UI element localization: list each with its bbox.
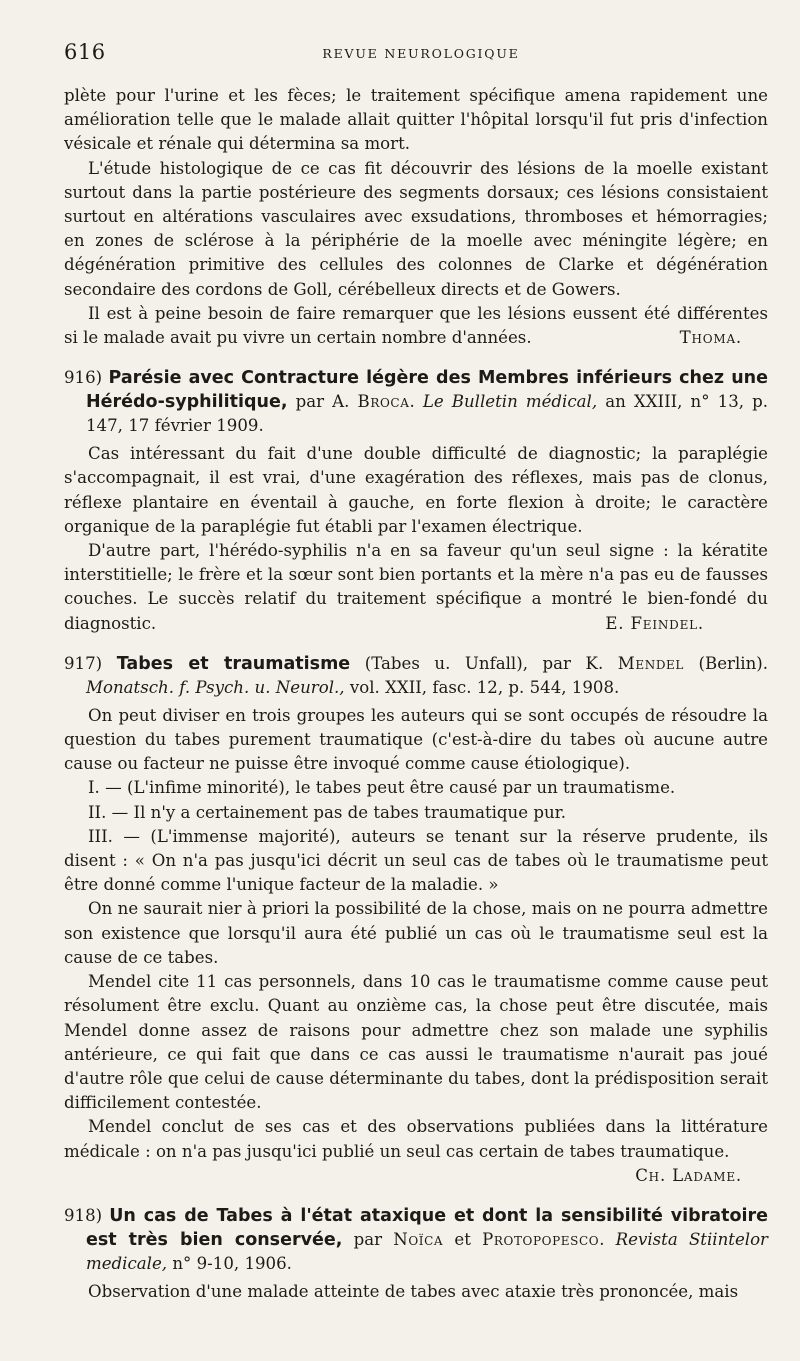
journal-name: Monatsch. f. Psych. u. Neurol., — [86, 677, 345, 697]
paragraph-text: Il est à peine besoin de faire remarquer que les lésions eussent été différentes si le malade avait pu vivre un certain nombre d'années. — [64, 303, 768, 348]
par-text: par — [353, 1229, 383, 1249]
citation: an XXIII, n° 13, p. 147, 17 février 1909. — [86, 392, 769, 436]
entry-heading: Parésie avec Contracture légère des Membres inférieurs chez une Hérédo-syphilitique, — [86, 368, 768, 413]
entry-number: 916) — [64, 368, 103, 388]
paragraph: L'étude histologique de ce cas fit découvrir des lésions de la moelle existant surtout dans la partie postérieure des segments dorsaux; ces lésions consistaient surtout en altérations vasculaires avec exsudations, thromboses et hémorragies; en zones de sclérose à la périphérie de la moelle avec méningite légère; en dégénération primitive des cellules des colonnes de Clarke et dégénération secondaire des cordons de Goll, cérébelleux directs et de Gowers. — [64, 158, 768, 299]
author-name-2: Protopopesco — [482, 1229, 600, 1249]
paragraph: Cas intéressant du fait d'une double difficulté de diagnostic; la paraplégie s'accompagnait, il est vrai, d'une exagération des réflexes, mais pas de clonus, réflexe plantaire en éventail à gauche, en forte flexion à droite; le caractère organique de la paraplégie fut établi par l'examen électrique. — [64, 444, 768, 536]
group-3: III. — (L'immense majorité), auteurs se tenant sur la réserve prudente, ils disent : « On n'a pas jusqu'ici décrit un seul cas de tabes où le traumatisme peut être donné comme l'unique facteur de la maladie. » — [64, 826, 768, 895]
subtitle: (Tabes u. Unfall), par — [364, 653, 571, 673]
running-title: REVUE NEUROLOGIQUE — [322, 46, 520, 61]
entry-917-title — [64, 652, 768, 700]
author-name: Broca — [357, 392, 410, 412]
paragraph: plète pour l'urine et les fèces; le traitement spécifique amena rapidement une amélioration telle que le malade allait quitter l'hôpital lorsqu'il fut pris d'infection vésicale et rénale qui détermina sa mort. — [64, 86, 768, 154]
entry-number: 917) — [64, 653, 103, 673]
paragraph-text: D'autre part, l'hérédo-syphilis n'a en sa faveur qu'un seul signe : la kératite interstitielle; le frère et la sœur sont bien portants et la mère n'a pas eu de fausses couches. Le succès relatif du traitement spécifique a montré le bien-fondé du diagnostic. — [64, 541, 768, 633]
author-initial: K. — [585, 653, 604, 673]
paragraph: On ne saurait nier à priori la possibilité de la chose, mais on ne pourra admettre son existence que lorsqu'il aura été publié un cas où le traumatisme seul est la cause de ce tabes. — [64, 899, 768, 967]
et-text: et — [454, 1229, 471, 1249]
author-name-1: Noïca — [393, 1229, 444, 1249]
author-name: Mendel — [617, 653, 684, 673]
paragraph: Observation d'une malade atteinte de tabes avec ataxie très prononcée, mais — [88, 1281, 739, 1301]
signature-feindel: E. Feindel. — [605, 613, 704, 633]
page-number: 616 — [64, 40, 106, 64]
group-1: I. — (L'infime minorité), le tabes peut être causé par un traumatisme. — [88, 778, 676, 798]
paragraph — [64, 539, 768, 636]
entry-number: 918) — [64, 1205, 103, 1225]
author-place: (Berlin). — [698, 653, 769, 673]
group-2: II. — Il n'y a certainement pas de tabes traumatique pur. — [88, 802, 567, 822]
entry-heading: Un cas de Tabes à l'état ataxique et dont la sensibilité vibratoire est très bien conservée, — [86, 1205, 768, 1250]
paragraph: On peut diviser en trois groupes les auteurs qui se sont occupés de résoudre la question du tabes purement traumatique (c'est-à-dire du tabes où aucune autre cause ou facteur ne puisse être invoqué comme cause étiologique). — [64, 705, 768, 774]
paragraph — [64, 302, 768, 350]
paragraph: Mendel cite 11 cas personnels, dans 10 cas le traumatisme comme cause peut résolument être exclu. Quant au onzième cas, la chose peut être discutée, mais Mendel donne assez de raisons pour admettre chez son malade une syphilis antérieure, ce qui fait que dans ce cas aussi le traumatisme n'aurait pas joué d'autre rôle que celui de cause déterminante du tabes, dont la prédisposition serait difficilement contestée. — [64, 972, 768, 1113]
paragraph: Mendel conclut de ses cas et des observations publiées dans la littérature médicale : on n'a pas jusqu'ici publié un seul cas certain de tabes traumatique. — [64, 1117, 768, 1161]
journal-name: Le Bulletin médical, — [422, 392, 598, 412]
author-initial: A. — [332, 392, 350, 412]
page-header — [64, 40, 778, 70]
signature-thoma: Thoma. — [679, 328, 742, 348]
signature-ladame-line — [64, 1164, 768, 1188]
entry-918-title: 918) Un cas de Tabes à l'état ataxique et dont la sensibilité vibratoire est très bien conservée, par Noïca et Protopopesco. Revista Stiintelor medicale, n° 9-10, 1906. — [64, 1205, 768, 1273]
citation: vol. XXII, fasc. 12, p. 544, 1908. — [349, 677, 620, 697]
entry-916-title: 916) Parésie avec Contracture légère des Membres inférieurs chez une Hérédo-syphilitique, par A. Broca. Le Bulletin médical, an XXIII, n° 13, p. 147, 17 février 1909. — [64, 368, 769, 436]
citation: n° 9-10, 1906. — [172, 1253, 292, 1273]
par-text: par — [295, 392, 325, 412]
journal-name: Revista Stiintelor medicale, — [86, 1229, 768, 1273]
page-body — [64, 84, 768, 1304]
entry-heading: Tabes et traumatisme — [116, 653, 351, 674]
signature-ladame: Ch. Ladame. — [635, 1165, 742, 1185]
